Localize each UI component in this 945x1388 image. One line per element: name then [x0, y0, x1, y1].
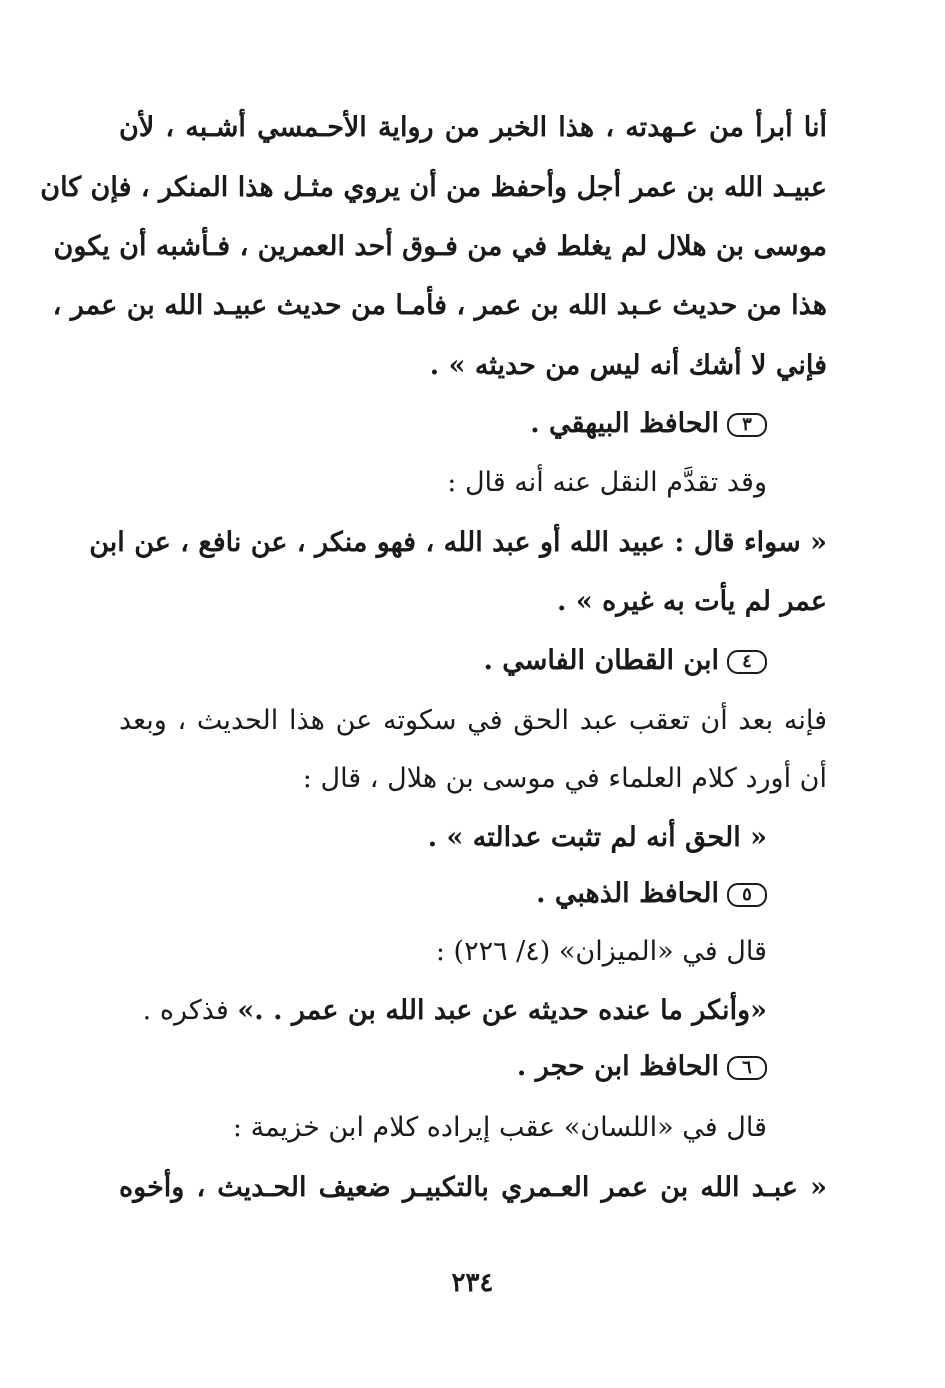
section-heading-4 [119, 636, 767, 686]
section-title: ابن القطان الفاسي . [483, 645, 719, 676]
section4-quote: « الحق أنه لم تثبت عدالته » . [427, 822, 767, 853]
section4-intro-line-1: فإنه بعد أن تعقب عبد الحق في سكوته عن هذا الحديث ، وبعد [119, 705, 827, 736]
section3-quote-line-2: عمر لم يأت به غيره » . [557, 586, 827, 617]
section-heading-6 [119, 1042, 767, 1092]
section5-quote-text: «وأنكر ما عنده حديثه عن عبد الله بن عمر . .» [237, 995, 767, 1026]
paragraph-line-3: موسى بن هلال لم يغلط في من فـوق أحد العمرين ، فـأشبه أن يكون [53, 231, 827, 262]
section-number-badge: ٦ [727, 1056, 767, 1080]
section-number-badge: ٥ [727, 883, 767, 907]
section4-intro-line-2: أن أورد كلام العلماء في موسى بن هلال ، قال : [302, 763, 827, 794]
section-title: الحافظ ابن حجر . [516, 1051, 719, 1082]
section-number-badge: ٤ [727, 650, 767, 674]
paragraph-line-4: هذا من حديث عـبد الله بن عمر ، فأمـا من حديث عبيـد الله بن عمر ، [52, 290, 827, 321]
section6-quote: « عبـد الله بن عمر العـمري بالتكبيـر ضعيف الحـديث ، وأخوه [119, 1172, 827, 1203]
section5-quote [119, 986, 767, 1036]
section3-intro: وقد تقدَّم النقل عنه أنه قال : [447, 467, 767, 498]
section5-intro: قال في «الميزان» (٤/ ٢٢٦) : [435, 936, 767, 967]
section-heading-3 [119, 399, 767, 449]
section-number-badge: ٣ [727, 413, 767, 437]
paragraph-line-2: عبيـد الله بن عمر أجل وأحفظ من أن يروي مثـل هذا المنكر ، فإن كان [40, 172, 827, 203]
section-title: الحافظ الذهبي . [536, 878, 719, 909]
section3-quote-line-1: « سواء قال : عبيد الله أو عبد الله ، فهو منكر ، عن نافع ، عن ابن [89, 527, 827, 558]
section-heading-5 [119, 869, 767, 919]
section-title: الحافظ البيهقي . [530, 408, 719, 439]
paragraph-line-5: فإني لا أشك أنه ليس من حديثه » . [429, 350, 827, 381]
section5-quote-tail: فذكره . [142, 995, 238, 1026]
section6-intro: قال في «اللسان» عقب إيراده كلام ابن خزيمة : [232, 1112, 767, 1143]
page-number: ٢٣٤ [451, 1268, 494, 1298]
paragraph-line-1: أنا أبرأ من عـهدته ، هذا الخبر من رواية الأحـمسي أشـبه ، لأن [119, 112, 827, 143]
